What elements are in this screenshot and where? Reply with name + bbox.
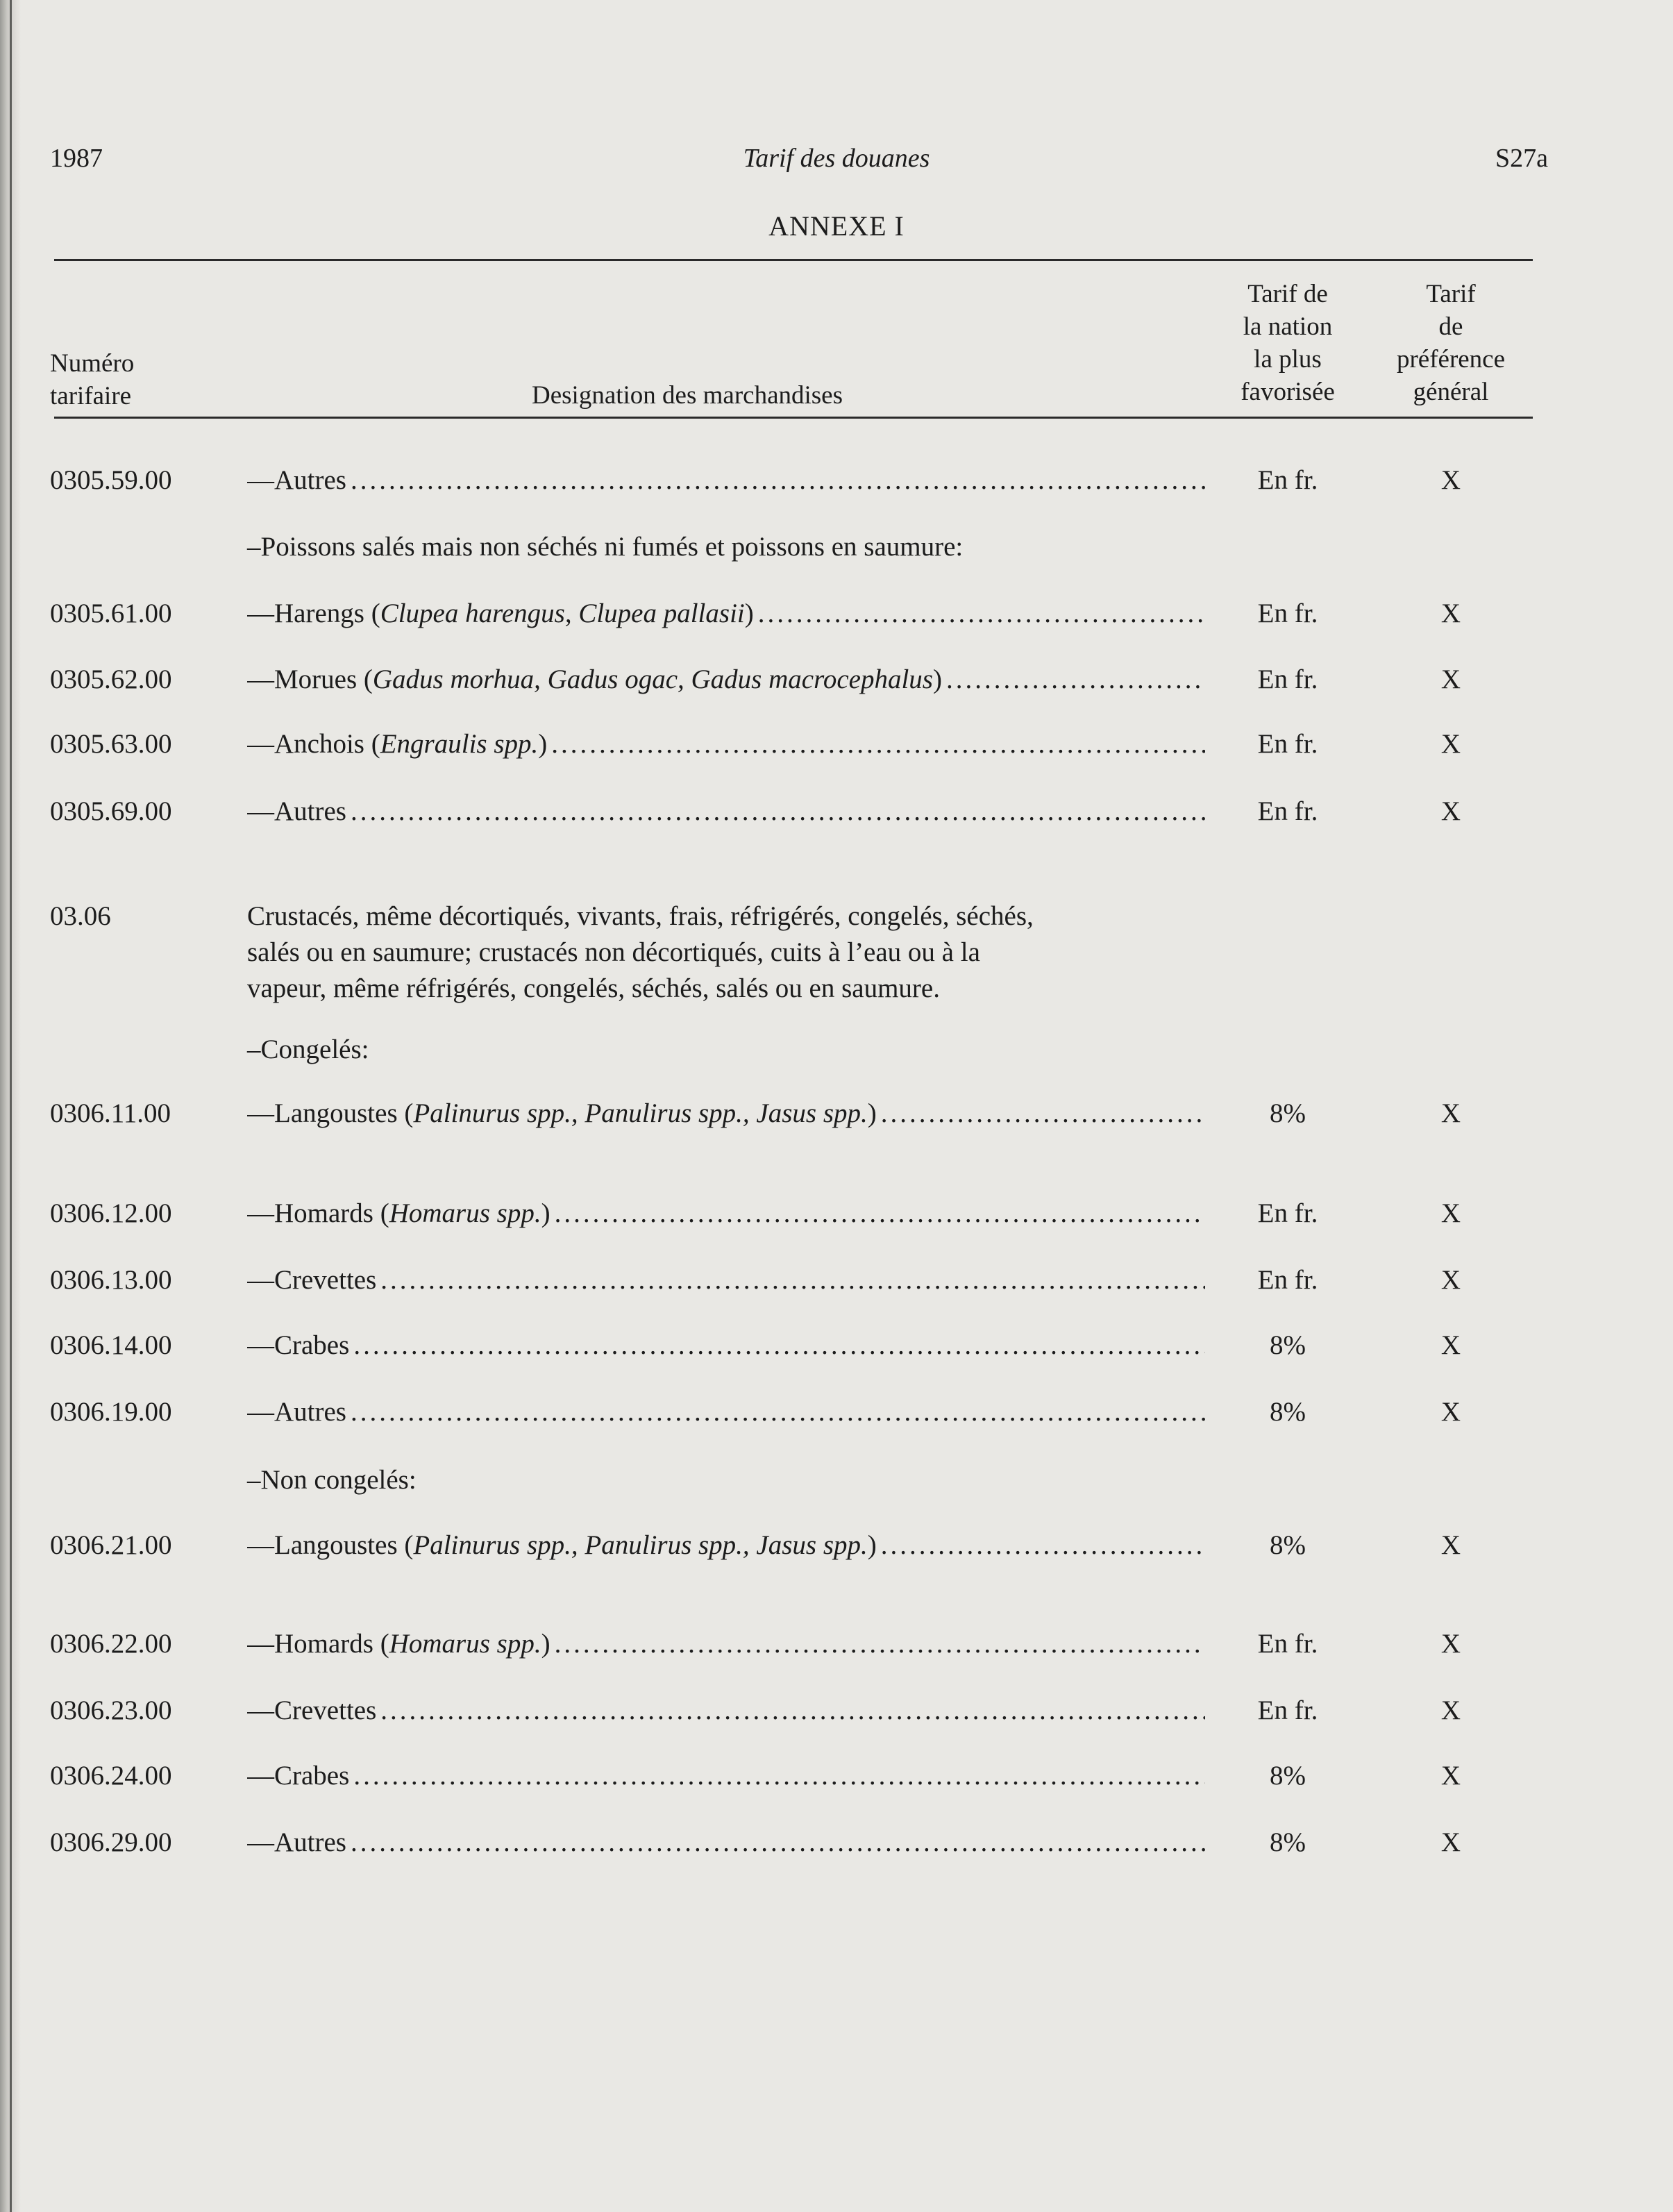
dot-leader	[877, 1097, 1205, 1130]
dot-leader	[346, 1396, 1205, 1429]
goods-description	[247, 1197, 1205, 1230]
subheading-note: –Non congelés:	[247, 1465, 417, 1495]
species-name: Palinurus spp., Panulirus spp., Jasus spp.	[413, 1098, 868, 1128]
tariff-code: 0306.19.00	[50, 1397, 172, 1427]
description-text: —Autres	[247, 1827, 346, 1857]
dot-leader	[550, 1627, 1205, 1661]
description-text	[247, 597, 754, 630]
annex-title: ANNEXE I	[768, 210, 905, 242]
description-suffix: )	[867, 1098, 877, 1128]
description-suffix: )	[541, 1198, 550, 1228]
column-header-gpt	[1354, 278, 1548, 408]
header-page-ref: S27a	[1495, 144, 1548, 173]
mfn-rate: En fr.	[1257, 1198, 1318, 1228]
description-text: —Crabes	[247, 1330, 350, 1360]
tariff-code: 0305.63.00	[50, 729, 172, 759]
goods-description	[247, 1264, 1205, 1297]
heading-code: 03.06	[50, 901, 111, 931]
column-header-gpt-line1: Tarif	[1426, 280, 1476, 308]
column-header-mfn-line4: favorisée	[1241, 378, 1335, 406]
description-text	[247, 1627, 550, 1661]
description-text: —Autres	[247, 1397, 346, 1427]
tariff-code: 0306.21.00	[50, 1530, 172, 1560]
dot-leader	[877, 1529, 1205, 1562]
column-header-description: Designation des marchandises	[532, 381, 843, 410]
mfn-rate: 8%	[1270, 1397, 1306, 1427]
gpt-rate: X	[1440, 796, 1461, 826]
goods-description	[247, 1529, 1205, 1562]
tariff-code: 0305.69.00	[50, 796, 172, 826]
tariff-code: 0306.23.00	[50, 1695, 172, 1725]
dot-leader	[346, 1826, 1205, 1859]
species-name: Homarus spp.	[389, 1198, 541, 1228]
description-text	[247, 728, 547, 761]
table-header-rule	[54, 417, 1533, 419]
description-text	[247, 1097, 877, 1130]
dot-leader	[346, 464, 1205, 497]
goods-description	[247, 1826, 1205, 1859]
dot-leader	[547, 728, 1205, 761]
heading-line: salés ou en saumure; crustacés non décortiqués, cuits à l’eau ou à la	[247, 937, 980, 967]
goods-description	[247, 1396, 1205, 1429]
goods-description	[247, 663, 1205, 696]
species-name: Engraulis spp.	[380, 729, 539, 759]
description-text	[247, 1197, 550, 1230]
tariff-code: 0306.11.00	[50, 1098, 171, 1128]
description-suffix: )	[867, 1530, 877, 1560]
heading-line: vapeur, même réfrigérés, congelés, séchés, salés ou en saumure.	[247, 973, 940, 1003]
tariff-code: 0306.12.00	[50, 1198, 172, 1228]
heading-line: Crustacés, même décortiqués, vivants, frais, réfrigérés, congelés, séchés,	[247, 901, 1034, 931]
goods-description	[247, 1097, 1205, 1130]
mfn-rate: En fr.	[1257, 1695, 1318, 1725]
dot-leader	[349, 1759, 1205, 1793]
description-prefix: —Langoustes (	[247, 1530, 414, 1560]
description-prefix: —Harengs (	[247, 598, 380, 628]
description-suffix: )	[541, 1629, 550, 1659]
mfn-rate: 8%	[1270, 1530, 1306, 1560]
description-text	[247, 1529, 877, 1562]
description-text: —Autres	[247, 796, 346, 826]
description-text	[247, 663, 942, 696]
mfn-rate: 8%	[1270, 1761, 1306, 1791]
description-prefix: —Langoustes (	[247, 1098, 414, 1128]
description-prefix: —Homards (	[247, 1198, 389, 1228]
mfn-rate: En fr.	[1257, 1265, 1318, 1295]
column-header-mfn-line3: la plus	[1254, 345, 1322, 374]
gpt-rate: X	[1440, 1530, 1461, 1560]
gpt-rate: X	[1440, 1265, 1461, 1295]
description-text: —Crevettes	[247, 1695, 377, 1725]
gpt-rate: X	[1440, 1827, 1461, 1857]
mfn-rate: 8%	[1270, 1330, 1306, 1360]
mfn-rate: 8%	[1270, 1098, 1306, 1128]
mfn-rate: En fr.	[1257, 664, 1318, 694]
column-header-mfn-line1: Tarif de	[1247, 280, 1328, 308]
description-prefix: —Anchois (	[247, 729, 380, 759]
description-suffix: )	[744, 598, 754, 628]
gpt-rate: X	[1440, 1198, 1461, 1228]
gpt-rate: X	[1440, 1629, 1461, 1659]
column-header-gpt-line4: général	[1413, 378, 1489, 406]
tariff-code: 0305.61.00	[50, 598, 172, 628]
species-name: Palinurus spp., Panulirus spp., Jasus spp.	[413, 1530, 868, 1560]
column-header-number-line2: tarifaire	[50, 382, 132, 410]
gpt-rate: X	[1440, 465, 1461, 495]
column-header-number	[50, 347, 134, 412]
mfn-rate: En fr.	[1257, 465, 1318, 495]
subheading-note: –Poissons salés mais non séchés ni fumés et poissons en saumure:	[247, 532, 964, 562]
column-header-gpt-line3: préférence	[1396, 345, 1506, 374]
species-name: Gadus morhua, Gadus ogac, Gadus macrocephalus	[372, 664, 933, 694]
mfn-rate: 8%	[1270, 1827, 1306, 1857]
header-title: Tarif des douanes	[743, 144, 930, 173]
tariff-code: 0306.24.00	[50, 1761, 172, 1791]
gpt-rate: X	[1440, 1098, 1461, 1128]
gpt-rate: X	[1440, 598, 1461, 628]
goods-description	[247, 728, 1205, 761]
table-top-rule	[54, 259, 1533, 261]
dot-leader	[550, 1197, 1205, 1230]
tariff-code: 0306.22.00	[50, 1629, 172, 1659]
description-prefix: —Morues (	[247, 664, 373, 694]
description-suffix: )	[932, 664, 942, 694]
dot-leader	[942, 663, 1205, 696]
description-prefix: —Homards (	[247, 1629, 389, 1659]
goods-description	[247, 1759, 1205, 1793]
tariff-code: 0306.29.00	[50, 1827, 172, 1857]
dot-leader	[346, 795, 1205, 828]
goods-description	[247, 597, 1205, 630]
tariff-code: 0306.13.00	[50, 1265, 172, 1295]
goods-description	[247, 795, 1205, 828]
species-name: Homarus spp.	[389, 1629, 541, 1659]
dot-leader	[376, 1264, 1205, 1297]
column-header-number-line1: Numéro	[50, 349, 135, 378]
column-header-mfn-line2: la nation	[1243, 312, 1333, 341]
goods-description	[247, 464, 1205, 497]
tariff-code: 0305.59.00	[50, 465, 172, 495]
gpt-rate: X	[1440, 1695, 1461, 1725]
mfn-rate: En fr.	[1257, 729, 1318, 759]
description-text: —Autres	[247, 465, 346, 495]
goods-description	[247, 1627, 1205, 1661]
mfn-rate: En fr.	[1257, 1629, 1318, 1659]
column-header-gpt-line2: de	[1438, 312, 1463, 341]
tariff-code: 0306.14.00	[50, 1330, 172, 1360]
description-text: —Crabes	[247, 1761, 350, 1791]
description-text: —Crevettes	[247, 1265, 377, 1295]
gpt-rate: X	[1440, 1330, 1461, 1360]
gpt-rate: X	[1440, 1397, 1461, 1427]
dot-leader	[376, 1694, 1205, 1727]
gpt-rate: X	[1440, 664, 1461, 694]
mfn-rate: En fr.	[1257, 796, 1318, 826]
species-name: Clupea harengus, Clupea pallasii	[380, 598, 745, 628]
subheading-note: –Congelés:	[247, 1034, 369, 1064]
mfn-rate: En fr.	[1257, 598, 1318, 628]
header-year: 1987	[50, 144, 103, 173]
gpt-rate: X	[1440, 729, 1461, 759]
goods-description	[247, 1694, 1205, 1727]
goods-description	[247, 1329, 1205, 1362]
tariff-code: 0305.62.00	[50, 664, 172, 694]
gpt-rate: X	[1440, 1761, 1461, 1791]
description-suffix: )	[538, 729, 548, 759]
dot-leader	[349, 1329, 1205, 1362]
heading-description	[247, 898, 1233, 1007]
dot-leader	[754, 597, 1205, 630]
